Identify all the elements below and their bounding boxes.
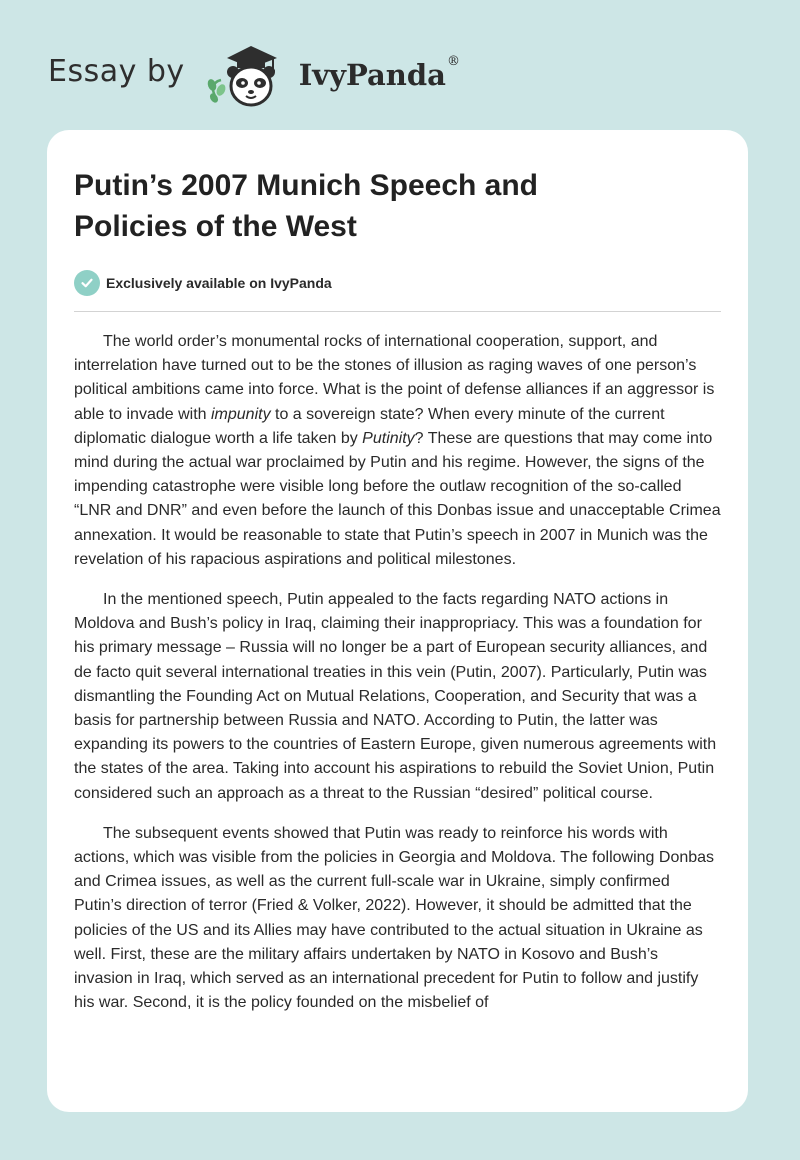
italic-term: impunity — [210, 405, 271, 423]
paragraph-3: The subsequent events showed that Putin was ready to reinforce his words with actions, which was visible from the policies in Georgia and Moldova. The following Donbas and Crimea issues, as well as the current full-scale war in Ukraine, simply confirmed Putin’s direction of terror (Fried & Volker, 2022). However, it should be admitted that the policies of the US and its Allies may have contributed to the actual situation in Ukraine as well. First, these are the military affairs undertaken by NATO in Kosovo and Bush’s invasion in Iraq, which served as an international precedent for Putin to follow and justify his war. Second, it is the policy founded on the misbelief of — [74, 824, 715, 1012]
check-icon — [74, 270, 100, 296]
divider — [74, 311, 721, 312]
brand-text: IvyPanda — [298, 58, 446, 92]
panda-logo-icon[interactable] — [201, 38, 293, 110]
essay-by-label: Essay by — [48, 53, 185, 89]
brand-name — [298, 54, 460, 92]
essay-title: Putin’s 2007 Munich Speech and Policies of the West — [74, 169, 539, 243]
text-run: to a sovereign state? When every minute of the current diplomatic dialogue worth a life taken by — [74, 405, 665, 447]
paragraph-2: In the mentioned speech, Putin appealed to the facts regarding NATO actions in Moldova and Bush’s policy in Iraq, claiming their inappropriacy. This was a foundation for his primary message – Russia will no longer be a part of European security alliances, and de facto quit several international treaties in this vein (Putin, 2007). Particularly, Putin was dismantling the Founding Act on Mutual Relations, Cooperation, and Security that was a basis for partnership between Russia and NATO. According to Putin, the latter was expanding its powers to the countries of Eastern Europe, given numerous agreements with the states of the area. Taking into account his aspirations to rebuild the Soviet Union, Putin considered such an approach as a threat to the Russian “desired” political course. — [74, 591, 717, 802]
registered-mark: ® — [446, 54, 460, 69]
site-header — [48, 34, 460, 114]
exclusive-badge — [74, 269, 721, 297]
essay-card — [47, 130, 748, 1112]
paragraph-1 — [74, 330, 721, 572]
essay-body — [74, 330, 721, 1015]
text-run: ? These are questions that may come into mind during the actual war proclaimed by Putin and his regime. However, the signs of the impending catastrophe were visible long before the outlaw recognition of the so-called “LNR and DNR” and even before the launch of this Donbas issue and unacceptable Crimea annexation. It would be reasonable to state that Putin’s speech in 2007 in Munich was the revelation of his rapacious aspirations and political milestones. — [74, 429, 721, 568]
italic-term: Putinity — [362, 429, 415, 447]
text-run: The world order’s monumental rocks of international cooperation, support, and interrelation have turned out to be the stones of illusion as raging waves of one person’s political ambitions came into force. What is the point of defense alliances if an aggressor is able to invade with — [74, 333, 715, 423]
exclusive-badge-text: Exclusively available on IvyPanda — [106, 275, 332, 291]
